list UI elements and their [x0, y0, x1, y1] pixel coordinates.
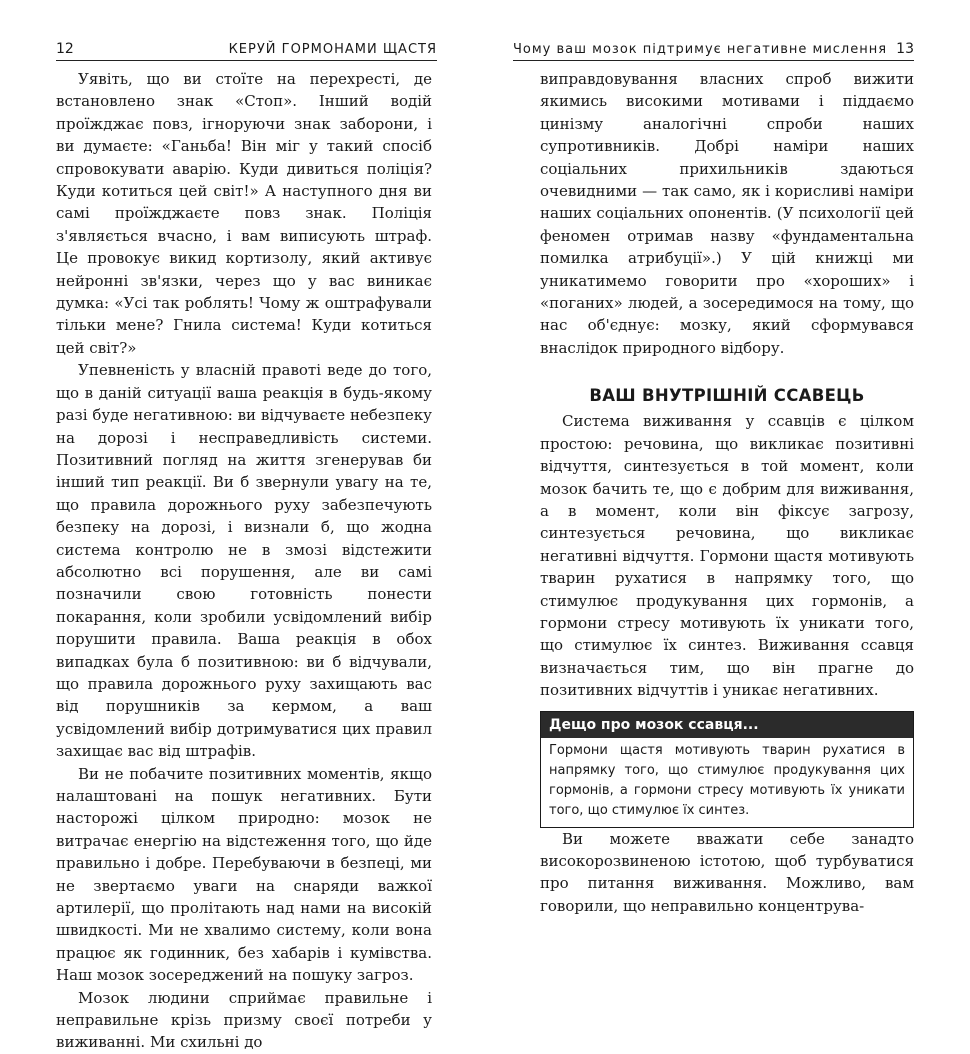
left-paragraph-2: Упевненість у власній правоті веде до того, що в даній ситуації ваша реакція в будь-якому разі буде негативною: ви відчуваєте небезпеку на дорозі і несправедливість системи. Позитивний погляд на життя згенерував би інший тип реакції. Ви б звернули увагу на те, що правила дорожнього руху забезпечують безпеку на дорозі, і визнали б, що жодна система контролю не в змозі відстежити абсолютно всі порушення, але ви самі позначили свою готовність понести покарання, коли зробили усвідомлений вибір порушити правила. Ваша реакція в обох випадках була б позитивною: ви б відчували, що правила дорожнього руху захищають вас від порушників за кермом, а ваш усвідомлений вибір дотримуватися цих правил захищає вас від штрафів.	[56, 361, 432, 761]
sidebar-box-text: Гормони щастя мотивують тварин рухатися в напрямку того, що стимулює продукування цих гормонів, а гормони стресу мотивують їх уникати того, що стимулює їх синтез.	[549, 742, 905, 818]
left-page-header	[56, 38, 437, 61]
left-page-body	[56, 68, 432, 1054]
left-paragraph-3: Ви не побачите позитивних моментів, якщо налаштовані на пошук негативних. Бути насторожі цілком природно: мозок не витрачає енергію на відстеження того, що йде правильно і добре. Перебуваючи в безпеці, ми не звертаємо уваги на снаряди важкої артилерії, що пролітають над нами на високій швидкості. Ми не хвалимо систему, коли вона працює як годинник, без хабарів і кумівства. Наш мозок зосереджений на пошуку загроз.	[56, 764, 432, 985]
left-paragraph-4: Мозок людини сприймає правильне і неправильне крізь призму своєї потреби у виживанні. Ми схильні до	[56, 988, 432, 1052]
after-box-paragraph: Ви можете вважати себе занадто високорозвиненою істотою, щоб турбуватися про питання виживання. Можливо, вам говорили, що неправильно концентрува-	[540, 829, 914, 915]
section-title: ВАШ ВНУТРІШНІЙ ССАВЕЦЬ	[589, 386, 865, 406]
right-page-body	[540, 68, 914, 917]
left-running-head: КЕРУЙ ГОРМОНАМИ ЩАСТЯ	[228, 41, 437, 57]
right-page-number: 13	[896, 41, 914, 57]
sidebar-box	[540, 711, 914, 828]
right-page	[485, 0, 970, 915]
left-paragraph-1: Уявіть, що ви стоїте на перехресті, де встановлено знак «Стоп». Інший водій проїжджає повз, ігноруючи знак заборони, і ви думаєте: «Ганьба! Він міг у такий спосіб спровокувати аварію. Куди дивиться поліція? Куди котиться цей світ!» А наступного дня ви самі проїжджаєте повз знак. Поліція з'являється вчасно, і вам виписують штраф. Це провокує викид кортизолу, який активує нейронні зв'язки, через що у вас виникає думка: «Усі так роблять! Чому ж оштрафували тільки мене? Гнила система! Куди котиться цей світ?»	[56, 70, 432, 357]
right-running-head: Чому ваш мозок підтримує негативне мислення	[513, 41, 888, 57]
left-page	[0, 0, 485, 1052]
right-continuation-paragraph: виправдовування власних спроб вижити якимись високими мотивами і піддаємо цинізму аналогічні спроби наших супротивників. Добрі наміри наших соціальних прихильників здаються очевидними — так само, як і корисливі наміри наших соціальних опонентів. (У психології цей феномен отримав назву «фундаментальна помилка атрибуції».) У цій книжці ми уникатимемо говорити про «хороших» і «поганих» людей, а зосередимося на тому, що нас об'єднує: мозку, який сформувався внаслідок природного відбору.	[540, 70, 914, 357]
left-page-number: 12	[56, 41, 74, 57]
sidebar-box-title: Дещо про мозок ссавця...	[541, 712, 913, 738]
right-page-header	[513, 38, 914, 61]
section-paragraph: Система виживання у ссавців є цілком простою: речовина, що викликає позитивні відчуття, синтезується в той момент, коли мозок бачить те, що є добрим для виживання, а в момент, коли він фіксує загрозу, синтезується речовина, що викликає негативні відчуття. Гормони щастя мотивують тварин рухатися в напрямку того, що стимулює продукування цих гормонів, а гормони стресу мотивують їх уникати того, що стимулює їх синтез. Виживання ссавця визначається тим, що він прагне до позитивних відчуттів і уникає негативних.	[540, 412, 914, 700]
